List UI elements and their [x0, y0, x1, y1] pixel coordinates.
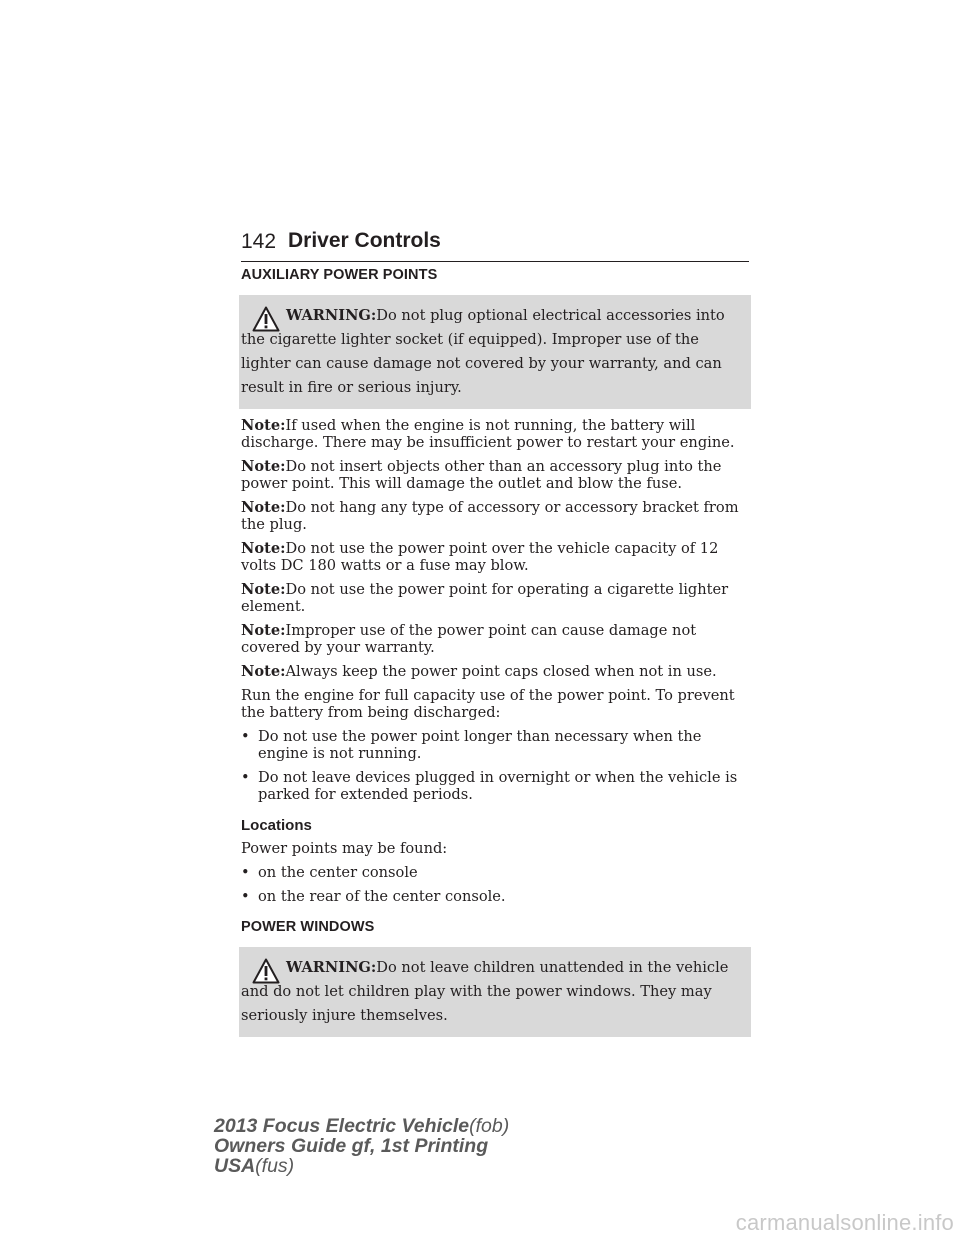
section-heading-power-windows: POWER WINDOWS [241, 919, 375, 935]
list-item-text: on the center console [258, 864, 418, 881]
bullet-list [241, 728, 751, 803]
bullet-list [241, 864, 751, 905]
note-label: Note: [241, 540, 286, 557]
note-label: Note: [241, 417, 286, 434]
note-text: Always keep the power point caps closed when not in use. [285, 663, 717, 680]
note-label: Note: [241, 622, 286, 639]
page-header [241, 229, 749, 262]
footer-market: USA [214, 1155, 256, 1177]
note-text: Do not insert objects other than an accessory plug into the power point. This will damage the outlet and blow the fuse. [241, 458, 722, 492]
footer-line [214, 1156, 509, 1176]
warning-box [239, 295, 751, 409]
list-item [241, 769, 751, 803]
note-label: Note: [241, 663, 286, 680]
paragraph: Run the engine for full capacity use of the power point. To prevent the battery from being discharged: [241, 687, 735, 721]
note-text: Improper use of the power point can cause damage not covered by your warranty. [241, 622, 697, 656]
note-text: Do not use the power point over the vehicle capacity of 12 volts DC 180 watts or a fuse may blow. [241, 540, 719, 574]
list-item-text: on the rear of the center console. [258, 888, 506, 905]
footer-guide: Owners Guide gf, 1st Printing [214, 1135, 489, 1157]
warning-triangle-icon [252, 958, 280, 984]
list-item [241, 864, 751, 881]
list-item-text: Do not use the power point longer than necessary when the engine is not running. [258, 728, 702, 762]
page-number: 142 [241, 230, 277, 253]
note [241, 663, 751, 680]
note [241, 622, 751, 656]
bullet-icon: • [241, 864, 250, 881]
bullet-icon: • [241, 728, 250, 745]
footer-line [214, 1116, 509, 1136]
warning-triangle-icon [252, 306, 280, 332]
note [241, 499, 751, 533]
note-text: Do not hang any type of accessory or accessory bracket from the plug. [241, 499, 739, 533]
footer-market-code: (fus) [255, 1155, 295, 1177]
list-item [241, 888, 751, 905]
warning-label: WARNING: [286, 959, 377, 976]
note [241, 417, 751, 451]
note-label: Note: [241, 581, 286, 598]
warning-body: Do not plug optional electrical accessories into the cigarette lighter socket (if equipped). Improper use of the lighter can cause damage not covered by your warranty, and can result in fire or serious injury. [241, 307, 725, 396]
note [241, 581, 751, 615]
warning-body: Do not leave children unattended in the vehicle and do not let children play with the power windows. They may seriously injure themselves. [241, 959, 729, 1024]
print-footer [214, 1116, 509, 1176]
list-item-text: Do not leave devices plugged in overnight or when the vehicle is parked for extended periods. [258, 769, 738, 803]
paragraph: Power points may be found: [241, 840, 448, 857]
bullet-icon: • [241, 769, 250, 786]
warning-text [241, 956, 747, 1028]
warning-text [241, 304, 747, 400]
page-content [241, 267, 751, 1045]
warning-box [239, 947, 751, 1037]
sub-heading-locations: Locations [241, 817, 312, 834]
note-label: Note: [241, 458, 286, 475]
note-text: If used when the engine is not running, the battery will discharge. There may be insufficient power to restart your engine. [241, 417, 735, 451]
list-item [241, 728, 751, 762]
footer-code: (fob) [469, 1115, 510, 1137]
note-label: Note: [241, 499, 286, 516]
note-text: Do not use the power point for operating a cigarette lighter element. [241, 581, 729, 615]
footer-vehicle: 2013 Focus Electric Vehicle [214, 1115, 470, 1137]
note [241, 458, 751, 492]
section-heading-auxiliary-power-points: AUXILIARY POWER POINTS [241, 267, 438, 283]
watermark: carmanualsonline.info [735, 1210, 954, 1235]
chapter-title: Driver Controls [288, 229, 441, 252]
warning-label: WARNING: [286, 307, 377, 324]
footer-line [214, 1136, 509, 1156]
note [241, 540, 751, 574]
bullet-icon: • [241, 888, 250, 905]
